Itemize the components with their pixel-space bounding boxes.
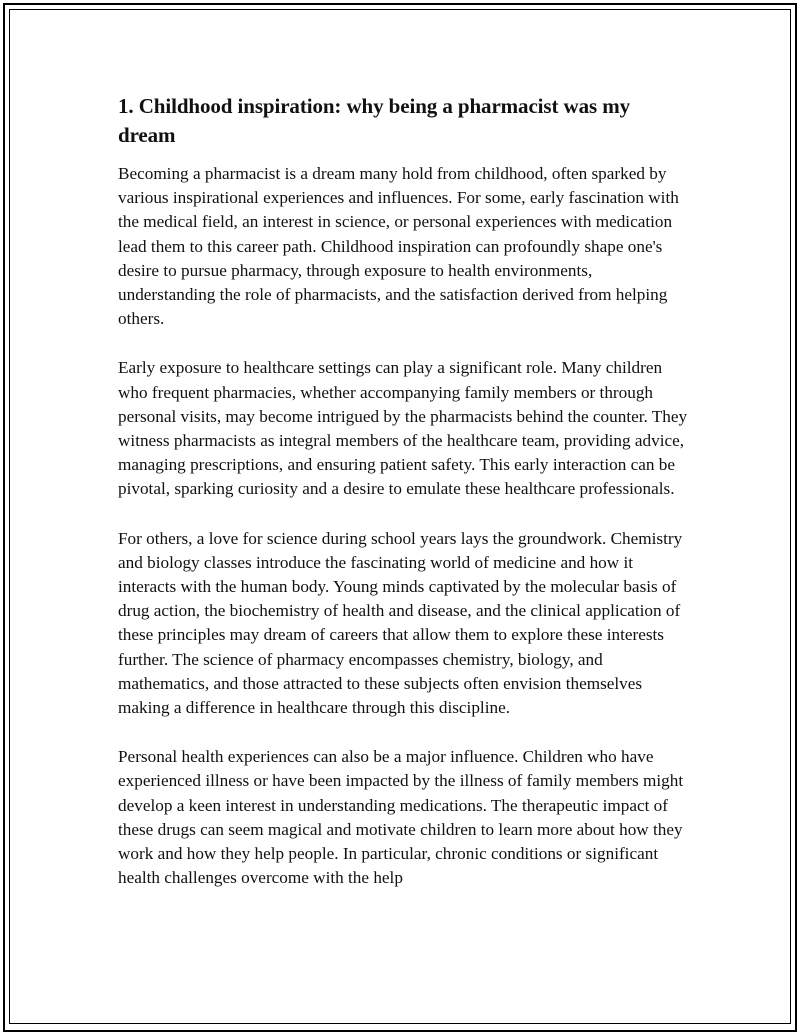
paragraph-4: Personal health experiences can also be a major influence. Children who have experienced illness or have been impacted by the illness of family members might develop a keen interest in understanding medications. The therapeutic impact of these drugs can seem magical and motivate children to learn more about how they work and how they help people. In particular, chronic conditions or significant health challenges overcome with the help (118, 747, 684, 888)
paragraph-1: Becoming a pharmacist is a dream many hold from childhood, often sparked by various inspirational experiences and influences. For some, early fascination with the medical field, an interest in science, or personal experiences with medication lead them to this career path. Childhood inspiration can profoundly shape one's desire to pursue pharmacy, through exposure to health environments, understanding the role of pharmacists, and the satisfaction derived from helping others. (118, 164, 679, 329)
section-heading: 1. Childhood inspiration: why being a pharmacist was my dream (118, 94, 631, 147)
paragraph-2: Early exposure to healthcare settings can play a significant role. Many children who frequent pharmacies, whether accompanying family members or through personal visits, may become intrigued by the pharmacists behind the counter. They witness pharmacists as integral members of the healthcare team, providing advice, managing prescriptions, and ensuring patient safety. This early interaction can be pivotal, sparking curiosity and a desire to emulate these healthcare professionals. (118, 358, 688, 499)
document-body (118, 92, 688, 915)
paragraph-3: For others, a love for science during school years lays the groundwork. Chemistry and biology classes introduce the fascinating world of medicine and how it interacts with the human body. Young minds captivated by the molecular basis of drug action, the biochemistry of health and disease, and the clinical application of these principles may dream of careers that allow them to explore these interests further. The science of pharmacy encompasses chemistry, biology, and mathematics, and those attracted to these subjects often envision themselves making a difference in healthcare through this discipline. (118, 528, 683, 718)
